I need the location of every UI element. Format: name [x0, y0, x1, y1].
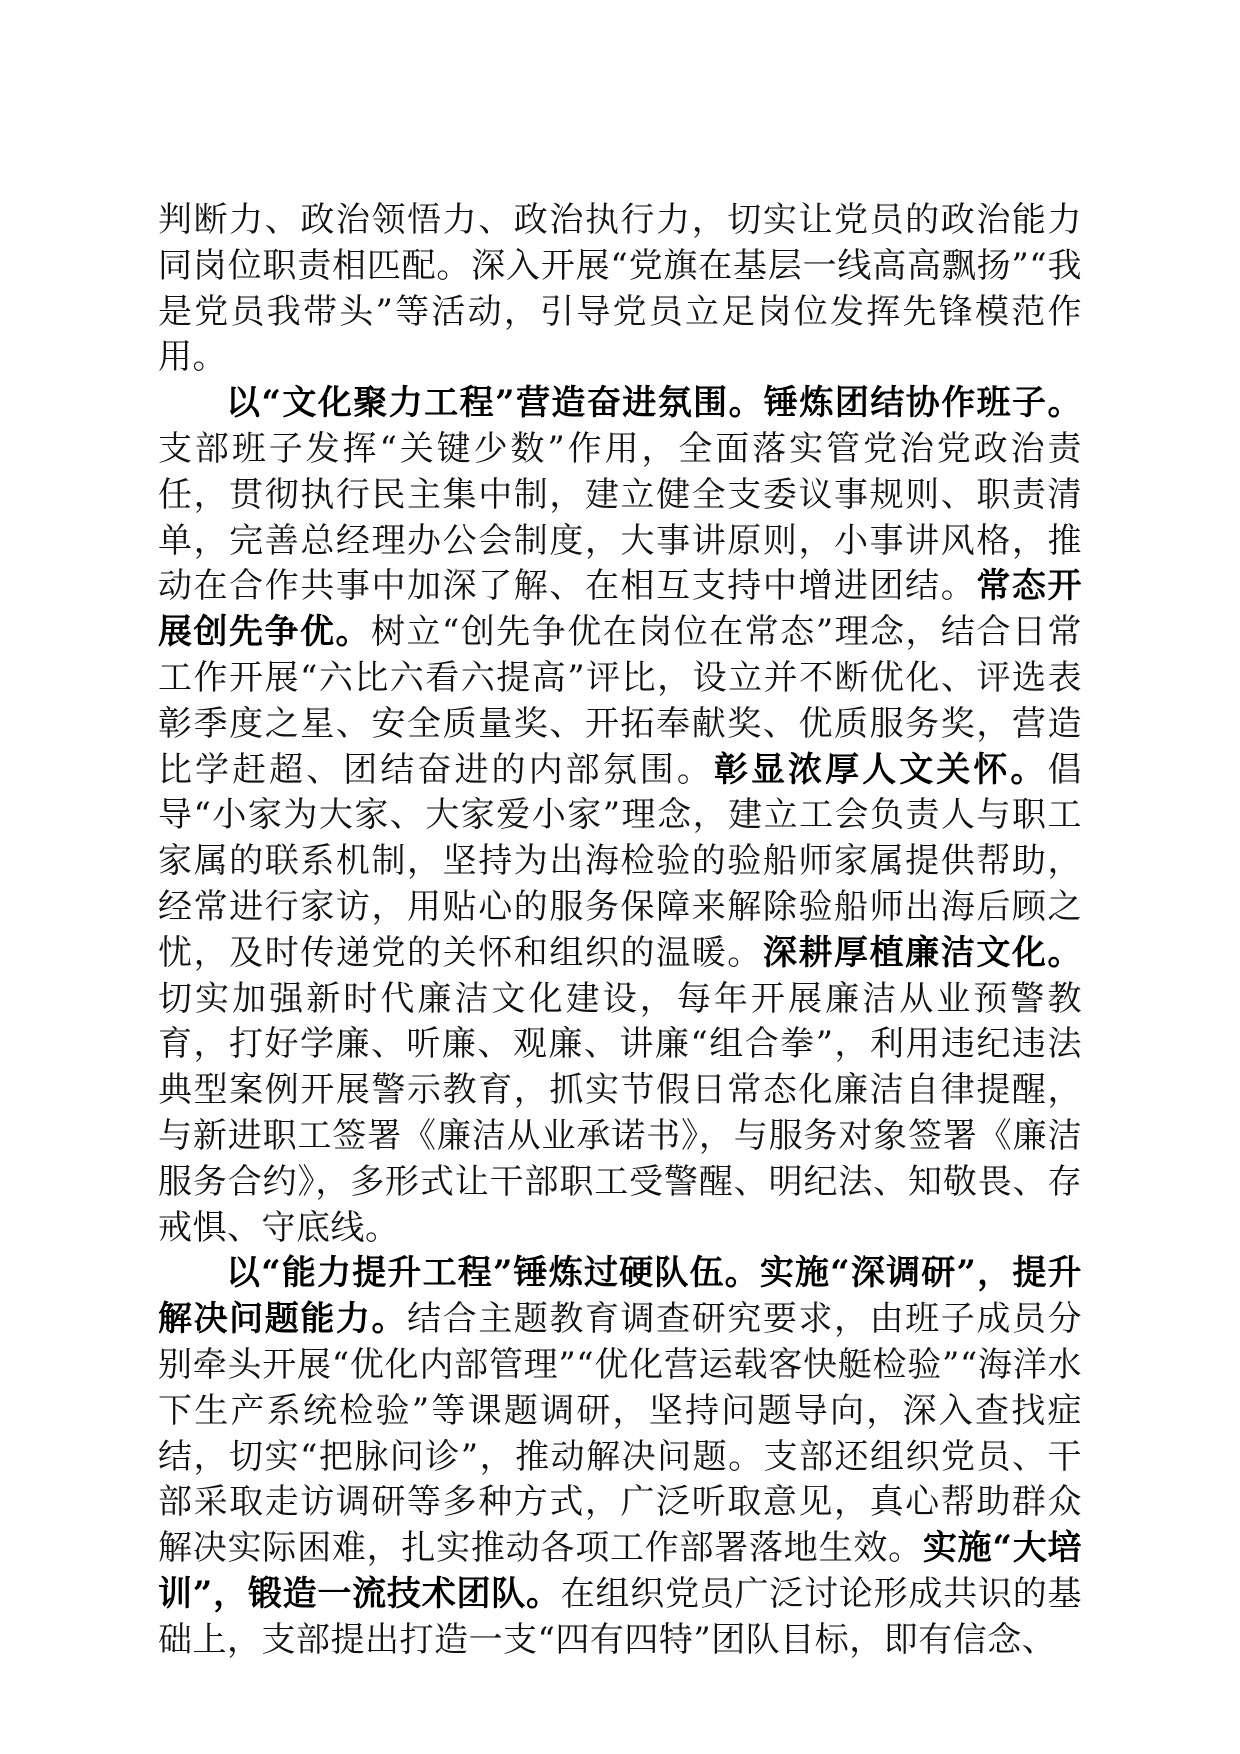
bold-heading: 以“文化聚力工程”营造奋进氛围。锤炼团结协作班子。	[226, 383, 1082, 424]
paragraph-text: 树立“创先争优在岗位在常态”理念，结合日常工作开展“六比六看六提高”评比，设立并不断优化、评选表彰季度之星、安全质量奖、开拓奉献奖、优质服务奖，营造比学赶超、团结奋进的内部氛围。	[158, 612, 1083, 790]
document-body	[158, 198, 1082, 1664]
paragraph-text: 切实加强新时代廉洁文化建设，每年开展廉洁从业预警教育，打好学廉、听廉、观廉、讲廉“组合拳”，利用违纪违法典型案例开展警示教育，抓实节假日常态化廉洁自律提醒，与新进职工签署《廉洁从业承诺书》，与服务对象签署《廉洁服务合约》，多形式让干部职工受警醒、明纪法、知敬畏、存戒惧、守底线。	[158, 978, 1082, 1248]
paragraph-2	[158, 381, 1082, 1251]
bold-heading: 常态开展创先争优。	[158, 566, 1083, 653]
bold-heading: 实施“大培训”，锻造一流技术团队。	[158, 1528, 1082, 1614]
paragraph-1	[158, 198, 1082, 381]
paragraph-text: 支部班子发挥“关键少数”作用，全面落实管党治党政治责任，贯彻执行民主集中制，建立健全支委议事规则、职责清单，完善总经理办公会制度，大事讲原则，小事讲风格，推动在合作共事中加深了解、在相互支持中增进团结。	[158, 428, 1082, 607]
bold-heading: 深耕厚植廉洁文化。	[762, 932, 1082, 973]
bold-heading: 以“能力提升工程”锤炼过硬队伍。实施“深调研”，提升解决问题能力。	[158, 1253, 1082, 1340]
paragraph-text: 倡导“小家为大家、大家爱小家”理念，建立工会负责人与职工家属的联系机制，坚持为出海检验的验船师家属提供帮助，经常进行家访，用贴心的服务保障来解除验船师出海后顾之忧，及时传递党的关怀和组织的温暖。	[158, 749, 1082, 973]
paragraph-text: 判断力、政治领悟力、政治执行力，切实让党员的政治能力同岗位职责相匹配。深入开展“党旗在基层一线高高飘扬”“我是党员我带头”等活动，引导党员立足岗位发挥先锋模范作用。	[158, 200, 1082, 378]
paragraph-3	[158, 1251, 1082, 1663]
paragraph-text: 结合主题教育调查研究要求，由班子成员分别牵头开展“优化内部管理”“优化营运载客快艇检验”“海洋水下生产系统检验”等课题调研，坚持问题导向，深入查找症结，切实“把脉问诊”，推动解决问题。支部还组织党员、干部采取走访调研等多种方式，广泛听取意见，真心帮助群众解决实际困难，扎实推动各项工作部署落地生效。	[158, 1299, 1083, 1569]
bold-heading: 彰显浓厚人文关怀。	[713, 749, 1048, 790]
paragraph-text: 在组织党员广泛讨论形成共识的基础上，支部提出打造一支“四有四特”团队目标，即有信念、	[158, 1573, 1083, 1660]
